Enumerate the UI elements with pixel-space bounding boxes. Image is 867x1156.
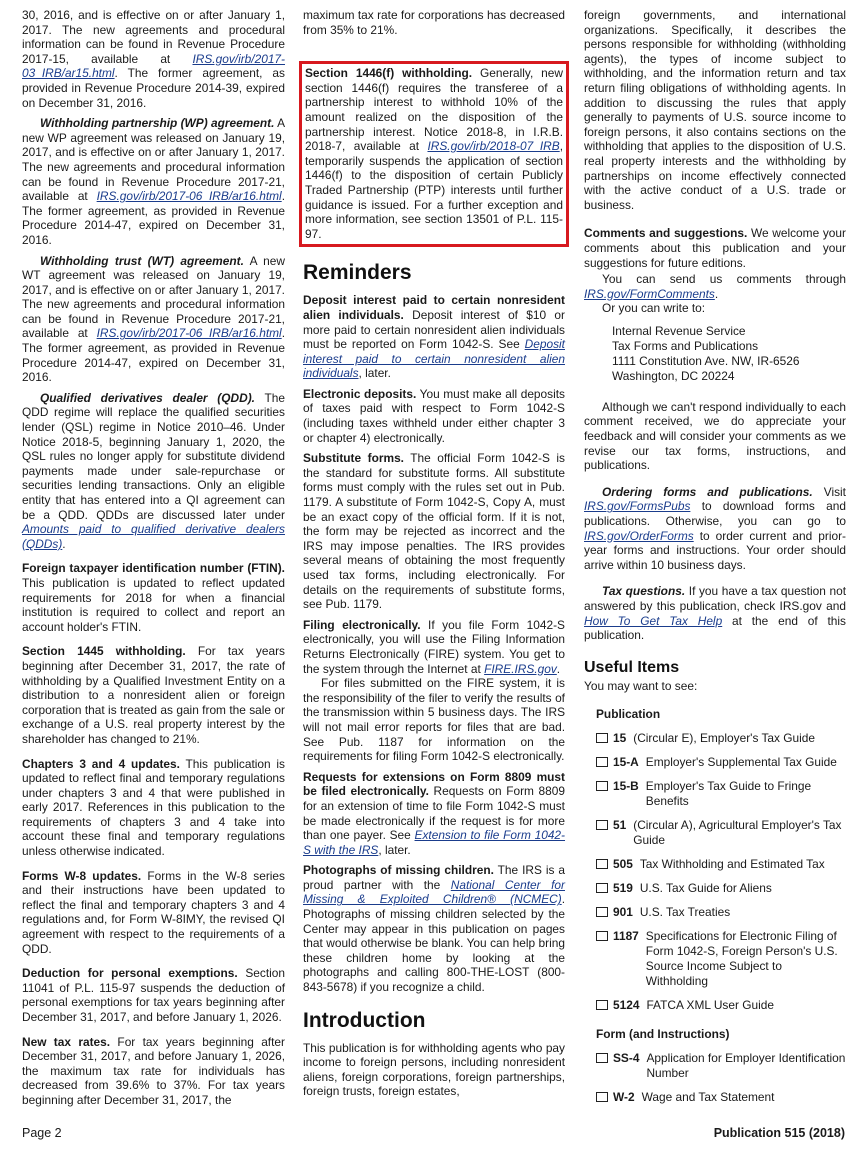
list-item: 505 Tax Withholding and Estimated Tax [596, 857, 846, 872]
paragraph-filing-electronically: Filing electronically. If you file Form 1042-S electronically, you will use the Filing Information Returns Electronically (FIRE) system. You get to the system through the Internet at FIRE.IRS.gov. [303, 617, 565, 676]
paragraph-feedback: Although we can't respond individually to each comment received, we do appreciate your feedback and will consider your comments as we revise our tax forms, instructions, and publications. [584, 399, 846, 473]
publication-footer: Publication 515 (2018) [713, 1126, 845, 1140]
column-2 [303, 8, 565, 1099]
paragraph-comments: Comments and suggestions. We welcome your comments about this publication and your suggestions for future editions. [584, 226, 846, 270]
list-item: 15 (Circular E), Employer's Tax Guide [596, 731, 846, 746]
list-item: 519 U.S. Tax Guide for Aliens [596, 881, 846, 896]
checkbox-icon[interactable] [596, 907, 608, 917]
heading-qdd: Qualified derivatives dealer (QDD). [40, 390, 255, 405]
checkbox-icon[interactable] [596, 931, 608, 941]
heading-forms-w8: Forms W-8 updates. [22, 868, 142, 883]
heading-missing-children: Photographs of missing children. [303, 863, 494, 878]
section-title-introduction: Introduction [303, 1008, 426, 1032]
address-line: Internal Revenue Service [612, 323, 746, 338]
paragraph-extensions-8809: Requests for extensions on Form 8809 must be filed electronically. Requests on Form 8809 for an extension of time to file Form 1042-S must be made electronically if the request is for more than one payer. See Extension to file Form 1042-S with the IRS, later. [303, 769, 566, 857]
checkbox-icon[interactable] [596, 757, 608, 767]
paragraph-missing-children: Photographs of missing children. The IRS is a proud partner with the National Center for Missing & Exploited Children® (NCMEC). Photographs of missing children selected by the Center may appear in this publication on pages that would otherwise be blank. You can help bring these children home by looking at the photographs and calling 800-THE-LOST (800-843-5678) if you recognize a child. [303, 863, 565, 995]
heading-section-1445: Section 1445 withholding. [22, 644, 186, 659]
column-3 [584, 8, 846, 1114]
paragraph-new-tax-rates: New tax rates. For tax years beginning after December 31, 2017, and before January 1, 2026, the maximum tax rate for individuals has decreased from 39.6% to 37%. For tax years beginning after December 31, 2017, the [22, 1034, 285, 1107]
heading-substitute-forms: Substitute forms. [303, 451, 404, 466]
address-line: Washington, DC 20224 [612, 368, 735, 383]
list-item: W-2 Wage and Tax Statement [596, 1090, 846, 1105]
link-amounts-paid-qdd[interactable]: Amounts paid to qualified derivative dealers (QDDs) [22, 522, 285, 551]
paragraph-introduction: This publication is for withholding agents who pay income to foreign persons, including nonresident aliens, foreign corporations, foreign partnerships, foreign trusts, foreign estates, [303, 1040, 565, 1099]
highlight-box-section-1446f [299, 61, 569, 247]
paragraph-fire-system: For files submitted on the FIRE system, it is the responsibility of the filer to verify the results of the transmission within 5 business days. The IRS will not mail error reports for files that are bad. See Pub. 1187 for information on the requirements for filing Form 1042-S electronically. [303, 676, 565, 764]
heading-new-tax-rates: New tax rates. [22, 1034, 111, 1049]
section-title-useful-items: Useful Items [584, 658, 680, 676]
paragraph-electronic-deposits: Electronic deposits. You must make all deposits of taxes paid with respect to Form 1042-S (including taxes withheld under either chapter 3 or chapter 4) electronically. [303, 386, 565, 445]
mailing-address [612, 324, 846, 384]
link-fire-irs[interactable]: FIRE.IRS.gov [484, 661, 557, 676]
list-item: 5124 FATCA XML User Guide [596, 998, 846, 1013]
checkbox-icon[interactable] [596, 781, 608, 791]
link-order-forms[interactable]: IRS.gov/OrderForms [584, 528, 694, 543]
paragraph-intro-cont: foreign governments, and international organizations. Specifically, it describes the persons responsible for withholding (withholding agents), the types of income subject to withholding, and the information return and tax return filing obligations of withholding agents. In addition to discussing the rules that apply generally to payments of U.S. source income to foreign persons, it also contains sections on the withholding that applies to the disposition of U.S. real property interests and the withholding by partnerships on income effectively connected with the active conduct of a U.S. trade or business. [584, 8, 846, 212]
paragraph-tax-questions: Tax questions. If you have a tax question not answered by this publication, check IRS.gov and How To Get Tax Help at the end of this publication. [584, 584, 847, 643]
address-line: Tax Forms and Publications [612, 338, 759, 353]
link-deposit-interest[interactable]: Deposit interest paid to certain nonresident alien individuals [303, 337, 565, 381]
link-form-comments[interactable]: IRS.gov/FormComments [584, 286, 715, 301]
paragraph-section-1446f: Section 1446(f) withholding. Generally, new section 1446(f) requires the transferee of a partnership interest to withhold 10% of the amount realized on the disposition of the partnership interest. Notice 2018-8, in I.R.B. 2018-7, available at IRS.gov/irb/2018-07_IRB, temporarily suspends the application of section 1446(f) to the disposition of certain Publicly Traded Partnership (PTP) interests until further guidance is issued. For a further exception and more information, see section 13501 of P.L. 115-97. [305, 66, 563, 241]
list-item: SS-4 Application for Employer Identification Number [596, 1051, 846, 1081]
link-ncmec[interactable]: National Center for Missing & Exploited Children® (NCMEC) [303, 877, 565, 907]
paragraph-ftin: Foreign taxpayer identification number (FTIN). This publication is updated to reflect updated requirements for 2018 for when a financial institution is required to collect and report an account holder's FTIN. [22, 561, 285, 634]
forms-list-heading: Form (and Instructions) [596, 1026, 730, 1041]
checkbox-icon[interactable] [596, 1000, 608, 1010]
paragraph-wp-agreement: Withholding partnership (WP) agreement. A new WP agreement was released on January 19, 2017, and is effective on or after January 1, 2017. The new agreements and procedural information can be found in Revenue Procedure 2017-21, available at IRS.gov/irb/2017-06_IRB/ar16.html. The former agreement, as provided in Revenue Procedure 2014-47, expired on December 31, 2016. [22, 116, 286, 247]
heading-ordering: Ordering forms and publications. [602, 484, 813, 499]
link-forms-pubs[interactable]: IRS.gov/FormsPubs [584, 499, 691, 514]
heading-deduction: Deduction for personal exemptions. [22, 966, 238, 981]
link-irb-2018-07[interactable]: IRS.gov/irb/2018-07_IRB [427, 139, 560, 154]
paragraph-send-comments: You can send us comments through IRS.gov/FormComments. [584, 272, 846, 301]
paragraph-qi-agreement-cont: 30, 2016, and is effective on or after January 1, 2017. The new agreements and procedural information can be found in Revenue Procedure 2017-15, available at IRS.gov/irb/2017-03_IRB/ar15.html. The former agreement, as provided in Revenue Procedure 2014-39, expired on December 31, 2016. [22, 8, 285, 110]
paragraph-section-1445: Section 1445 withholding. For tax years beginning after December 31, 2017, the rate of withholding by a Qualified Investment Entity on a distribution to a nonresident alien or foreign corporation that is treated as gain from the sale or exchange of a U.S. real property interest by the shareholder has changed to 21%. [22, 644, 285, 746]
checkbox-icon[interactable] [596, 1053, 608, 1063]
link-rev-proc-2017-15[interactable]: IRS.gov/irb/2017-03_IRB/ar15.html [22, 51, 285, 81]
heading-tax-questions: Tax questions. [602, 584, 686, 599]
heading-extensions-8809: Requests for extensions on Form 8809 must be filed electronically. [303, 769, 565, 799]
heading-ftin: Foreign taxpayer identification number (FTIN). [22, 561, 285, 576]
paragraph-write-to: Or you can write to: [602, 301, 706, 316]
paragraph-deduction: Deduction for personal exemptions. Section 11041 of P.L. 115-97 suspends the deduction of personal exemptions for tax years beginning after December 31, 2017, and before January 1, 2026. [22, 966, 285, 1024]
page-number: Page 2 [22, 1126, 62, 1140]
section-title-reminders: Reminders [303, 261, 412, 285]
paragraph-forms-w8: Forms W-8 updates. Forms in the W-8 series and their instructions have been updated to reflect the final and temporary chapters 3 and 4 regulations and, for Form W-8IMY, the revised QI agreement with respect to the requirements of a QDD. [22, 868, 285, 956]
heading-filing-electronically: Filing electronically. [303, 617, 421, 632]
list-item: 901 U.S. Tax Treaties [596, 905, 846, 920]
heading-wt-agreement: Withholding trust (WT) agreement. [40, 253, 244, 268]
list-item: 51 (Circular A), Agricultural Employer's Tax Guide [596, 818, 846, 848]
heading-electronic-deposits: Electronic deposits. [303, 386, 417, 401]
heading-section-1446f: Section 1446(f) withholding. [305, 66, 473, 81]
link-rev-proc-2017-21-wp[interactable]: IRS.gov/irb/2017-06_IRB/ar16.html [96, 189, 282, 204]
list-item: 1187 Specifications for Electronic Filing of Form 1042-S, Foreign Person's U.S. Source Income Subject to Withholding [596, 929, 846, 989]
heading-comments: Comments and suggestions. [584, 226, 748, 241]
heading-deposit-interest: Deposit interest paid to certain nonresident alien individuals. [303, 293, 565, 322]
checkbox-icon[interactable] [596, 859, 608, 869]
list-item: 15-B Employer's Tax Guide to Fringe Benefits [596, 779, 846, 809]
list-item: 15-A Employer's Supplemental Tax Guide [596, 755, 846, 770]
link-tax-help[interactable]: How To Get Tax Help [584, 613, 723, 628]
publication-list-heading: Publication [596, 707, 661, 722]
paragraph-ordering: Ordering forms and publications. Visit IRS.gov/FormsPubs to download forms and publications. Otherwise, you can go to IRS.gov/OrderForms to order current and prior-year forms and instructions. Your order should arrive within 10 business days. [584, 484, 846, 572]
useful-items-subtitle: You may want to see: [584, 678, 698, 693]
paragraph-deposit-interest: Deposit interest paid to certain nonresident alien individuals. Deposit interest of $10 or more paid to certain nonresident alien individuals must be reported on Form 1042-S. See Deposit interest paid to certain nonresident alien individuals, later. [303, 293, 566, 381]
checkbox-icon[interactable] [596, 820, 608, 830]
paragraph-substitute-forms: Substitute forms. The official Form 1042-S is the standard for substitute forms. All substitute forms must comply with the rules set out in Pub. 1179. A substitute of Form 1042-S, Copy A, must be an exact copy of the official form. If it is not, the form may be rejected as incorrect and the IRS may impose penalties. The IRS provides several means of obtaining the most frequently used tax forms, including electronically. For details on the requirements of substitute forms, see Pub. 1179. [303, 451, 565, 612]
checkbox-icon[interactable] [596, 733, 608, 743]
paragraph-qdd: Qualified derivatives dealer (QDD). The QDD regime will replace the qualified securities lender (QSL) regime in Notice 2010–46. Under Notice 2018-5, beginning January 1, 2020, the QSL rules no longer apply for substitute dividend payments made under sale-repurchase or securities lending transactions. Only an eligible entity that has entered into a QI agreement can be a QDD. QDDs are discussed later under Amounts paid to qualified derivative dealers (QDDs). [22, 390, 285, 551]
heading-wp-agreement: Withholding partnership (WP) agreement. [40, 116, 275, 131]
paragraph-chapters-3-4: Chapters 3 and 4 updates. This publication is updated to reflect final and temporary regulations under chapters 3 and 4 that were published in early 2017. References in this publication to the requirements of chapters 3 and 4 take into account these final and temporary regulations unless otherwise indicated. [22, 756, 285, 859]
paragraph-wt-agreement: Withholding trust (WT) agreement. A new WT agreement was released on January 19, 2017, and is effective on or after January 1, 2017. The new agreements and procedural information can be found in Revenue Procedure 2017-21, available at IRS.gov/irb/2017-06_IRB/ar16.html. The former agreement, as provided in Revenue Procedure 2014-47, expired on December 31, 2016. [22, 253, 285, 385]
paragraph-corp-rate-cont: maximum tax rate for corporations has decreased from 35% to 21%. [303, 8, 565, 37]
link-extension-1042s[interactable]: Extension to file Form 1042-S with the IRS [303, 828, 566, 857]
checkbox-icon[interactable] [596, 1092, 608, 1102]
link-rev-proc-2017-21-wt[interactable]: IRS.gov/irb/2017-06_IRB/ar16.html [96, 326, 282, 341]
address-line: 1111 Constitution Ave. NW, IR-6526 [612, 353, 800, 368]
checkbox-icon[interactable] [596, 883, 608, 893]
column-1 [22, 8, 285, 1114]
heading-chapters-3-4: Chapters 3 and 4 updates. [22, 756, 180, 771]
